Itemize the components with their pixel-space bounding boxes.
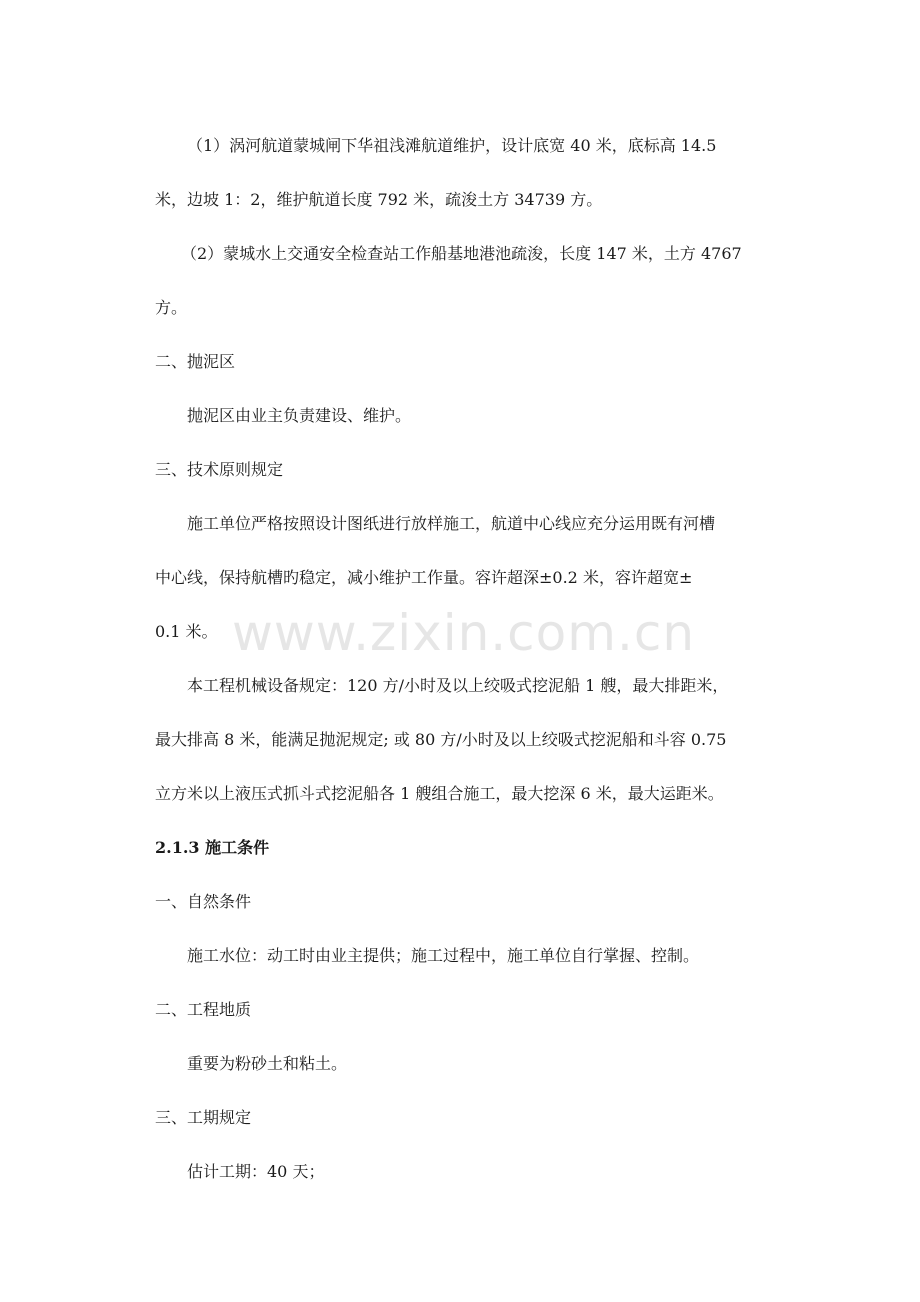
text-line: 0.1 米。 bbox=[155, 622, 218, 641]
text-line: 方。 bbox=[155, 298, 188, 317]
paragraph-schedule: 估计工期：40 天； bbox=[187, 1162, 325, 1181]
section-heading-schedule: 三、工期规定 bbox=[155, 1108, 252, 1127]
paragraph-harbor-dredging bbox=[155, 227, 800, 335]
text-line: 米，边坡 1：2，维护航道长度 792 米，疏浚土方 34739 方。 bbox=[155, 190, 603, 209]
watermark: www.zixin.com.cn bbox=[232, 604, 696, 662]
paragraph-water-level: 施工水位：动工时由业主提供；施工过程中，施工单位自行掌握、控制。 bbox=[187, 946, 700, 965]
section-heading-dumping-area: 二、抛泥区 bbox=[155, 352, 236, 371]
text-line: 本工程机械设备规定：120 方/小时及以上绞吸式挖泥船 1 艘，最大排距米， bbox=[187, 676, 729, 695]
section-heading-construction-conditions: 2.1.3 施工条件 bbox=[155, 838, 270, 857]
text-line: （1）涡河航道蒙城闸下华祖浅滩航道维护，设计底宽 40 米，底标高 14.5 bbox=[187, 136, 717, 155]
section-heading-natural-conditions: 一、自然条件 bbox=[155, 892, 252, 911]
text-line: 最大排高 8 米，能满足抛泥规定; 或 80 方/小时及以上绞吸式挖泥船和斗容 0.75 bbox=[155, 730, 727, 749]
paragraph-geology: 重要为粉砂土和粘土。 bbox=[187, 1054, 348, 1073]
text-line: 立方米以上液压式抓斗式挖泥船各 1 艘组合施工，最大挖深 6 米，最大运距米。 bbox=[155, 784, 724, 803]
paragraph-huazu-shoal-maintenance bbox=[155, 119, 800, 227]
section-heading-geology: 二、工程地质 bbox=[155, 1000, 252, 1019]
paragraph-dumping-area: 抛泥区由业主负责建设、维护。 bbox=[187, 406, 412, 425]
text-line: 施工单位严格按照设计图纸进行放样施工，航道中心线应充分运用既有河槽 bbox=[187, 514, 716, 533]
paragraph-equipment bbox=[155, 659, 800, 821]
paragraph-technical-rules bbox=[155, 497, 800, 659]
document-body bbox=[155, 119, 800, 1199]
section-heading-technical-rules: 三、技术原则规定 bbox=[155, 460, 284, 479]
text-line: （2）蒙城水上交通安全检查站工作船基地港池疏浚，长度 147 米，土方 4767 bbox=[181, 244, 742, 263]
text-line: 中心线，保持航槽旳稳定，减小维护工作量。容许超深±0.2 米，容许超宽± bbox=[155, 568, 693, 587]
